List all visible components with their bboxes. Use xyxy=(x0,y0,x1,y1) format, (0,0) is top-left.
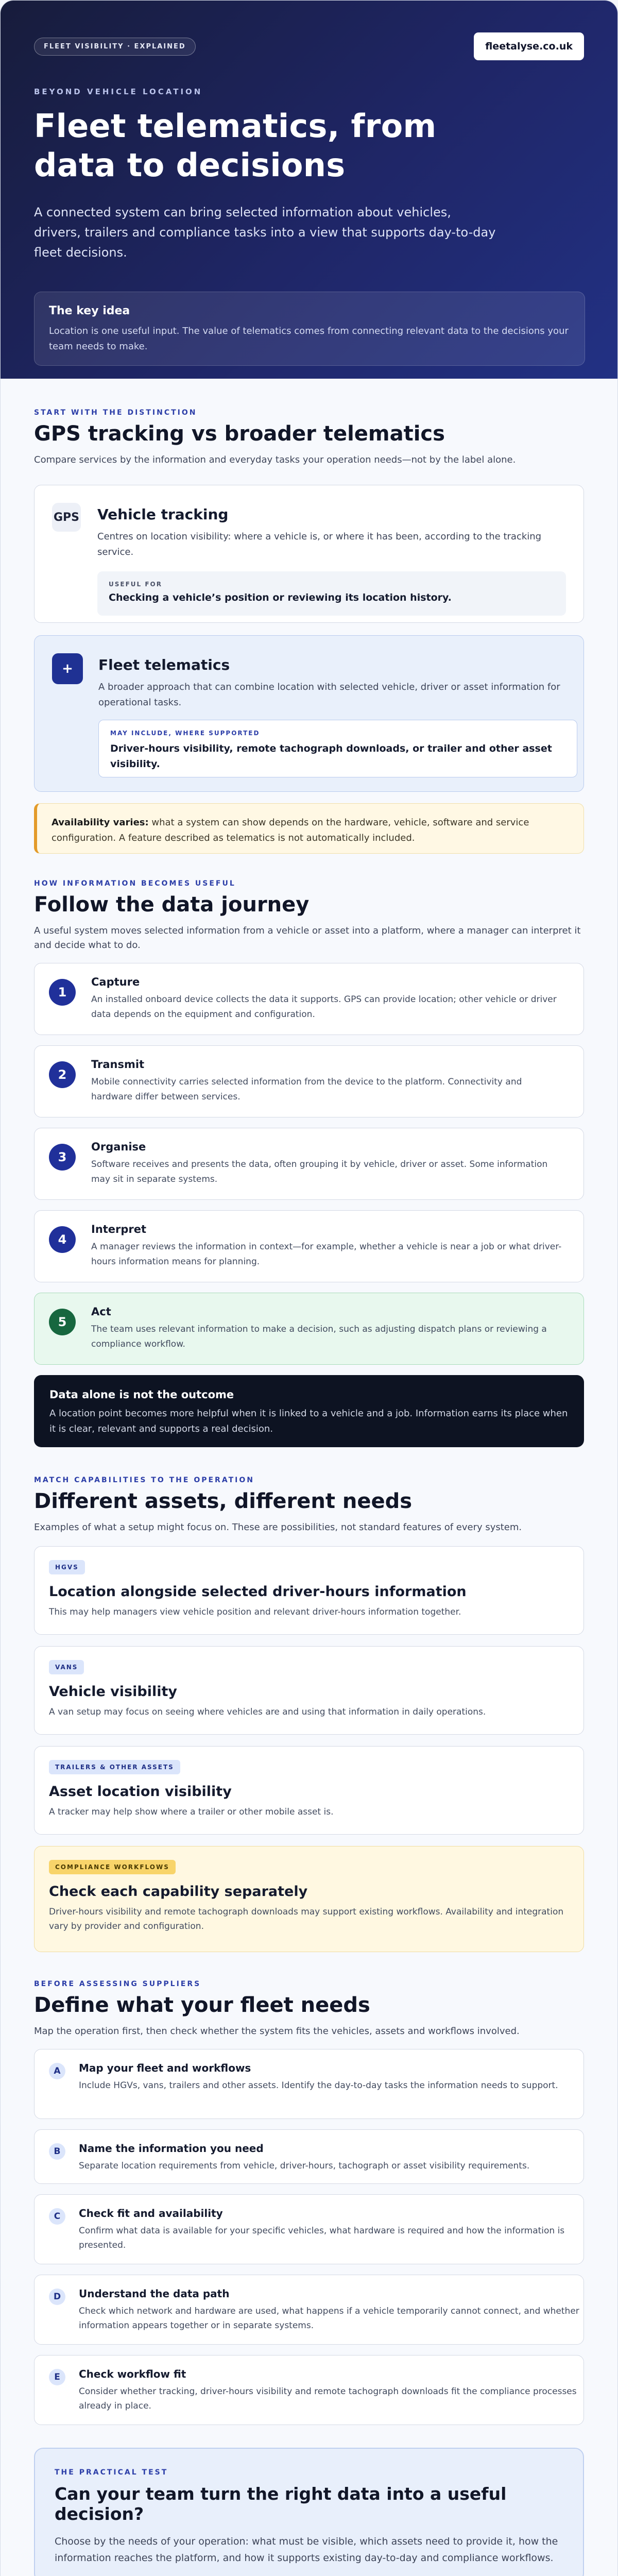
need-title: Name the information you need xyxy=(79,2142,264,2155)
hero-intro: A connected system can bring selected information about vehicles, drivers, trailers and compliance tasks into a view that supports day-to-day fleet decisions. xyxy=(34,205,496,260)
key-idea-box xyxy=(34,292,585,366)
assets-title: Different assets, different needs xyxy=(34,1489,413,1513)
step-title: Interpret xyxy=(91,1223,147,1235)
fleet-telematics-card xyxy=(34,635,584,792)
asset-tag: TRAILERS & OTHER ASSETS xyxy=(49,1760,180,1774)
distinction-lead: Compare services by the information and everyday tasks your operation needs—not by the label alone. xyxy=(34,454,516,465)
distinction-eyebrow: START WITH THE DISTINCTION xyxy=(34,409,197,417)
asset-card-vans xyxy=(34,1646,584,1735)
need-title: Understand the data path xyxy=(79,2287,230,2300)
step-number: 3 xyxy=(49,1144,76,1171)
topic-pill: FLEET VISIBILITY · EXPLAINED xyxy=(34,38,196,56)
assets-lead: Examples of what a setup might focus on. These are possibilities, not standard features of every system. xyxy=(34,1522,522,1533)
needs-section xyxy=(1,1952,617,2576)
asset-tag: COMPLIANCE WORKFLOWS xyxy=(49,1860,176,1874)
journey-step xyxy=(34,1128,584,1200)
asset-card-trailers xyxy=(34,1746,584,1835)
gps-icon: GPS xyxy=(52,503,81,532)
need-text: Consider whether tracking, driver-hours visibility and remote tachograph downloads fit the compliance processes already in place. xyxy=(79,2386,577,2411)
page-title: Fleet telematics, from data to decisions xyxy=(34,107,437,184)
may-include-value: Driver-hours visibility, remote tachograph downloads, or trailer and other asset visibility. xyxy=(110,743,552,770)
asset-tag: VANS xyxy=(49,1660,84,1674)
step-text: A manager reviews the information in context—for example, whether a vehicle is near a job or what driver-hours information means for planning. xyxy=(91,1242,562,1267)
hero-top xyxy=(34,32,584,60)
asset-tag: HGVS xyxy=(49,1560,85,1574)
data-not-outcome-box xyxy=(34,1375,584,1447)
need-letter: B xyxy=(49,2143,65,2160)
need-text: Include HGVs, vans, trailers and other assets. Identify the day-to-day tasks the information needs to support. xyxy=(79,2080,558,2091)
asset-title: Vehicle visibility xyxy=(49,1684,177,1700)
vehicle-tracking-text: Centres on location visibility: where a vehicle is, or where it has been, according to the tracking service. xyxy=(97,531,542,557)
need-item xyxy=(34,2129,584,2184)
need-title: Map your fleet and workflows xyxy=(79,2062,251,2074)
step-text: An installed onboard device collects the data it supports. GPS can provide location; other vehicle or driver data depends on the equipment and configuration. xyxy=(91,994,557,1020)
assets-section xyxy=(1,1447,617,1952)
needs-title: Define what your fleet needs xyxy=(34,1993,370,2017)
distinction-section xyxy=(1,379,617,854)
hero xyxy=(1,1,617,379)
practical-test-text: Choose by the needs of your operation: what must be visible, which assets need to provide it, how the information reaches the platform, and how it supports existing day-to-day and compliance workflows. xyxy=(55,2536,558,2564)
needs-lead: Map the operation first, then check whether the system fits the vehicles, assets and workflows involved. xyxy=(34,2026,520,2037)
asset-title: Check each capability separately xyxy=(49,1884,308,1900)
need-item xyxy=(34,2275,584,2345)
journey-step xyxy=(34,963,584,1035)
need-title: Check workflow fit xyxy=(79,2368,186,2380)
step-title: Transmit xyxy=(91,1058,145,1071)
practical-test-label: THE PRACTICAL TEST xyxy=(55,2468,168,2477)
vehicle-tracking-title: Vehicle tracking xyxy=(97,506,229,523)
vehicle-tracking-card xyxy=(34,485,584,623)
step-text: Software receives and presents the data, often grouping it by vehicle, driver or asset. Some information may sit in separate systems. xyxy=(91,1159,548,1184)
journey-step xyxy=(34,1045,584,1117)
need-item xyxy=(34,2049,584,2119)
dark-box-title: Data alone is not the outcome xyxy=(49,1388,234,1401)
distinction-title: GPS tracking vs broader telematics xyxy=(34,422,445,446)
step-title: Organise xyxy=(91,1141,146,1153)
need-letter: D xyxy=(49,2289,65,2305)
need-letter: E xyxy=(49,2369,65,2385)
asset-text: A van setup may focus on seeing where vehicles are and using that information in daily operations. xyxy=(49,1707,486,1717)
step-title: Capture xyxy=(91,976,140,988)
asset-text: This may help managers view vehicle position and relevant driver-hours information together. xyxy=(49,1607,461,1617)
may-include-label: MAY INCLUDE, WHERE SUPPORTED xyxy=(110,730,260,737)
need-text: Separate location requirements from vehicle, driver-hours, tachograph or asset visibility requirements. xyxy=(79,2161,530,2171)
may-include-box xyxy=(98,720,577,777)
step-title: Act xyxy=(91,1306,111,1318)
asset-card-hgvs xyxy=(34,1546,584,1635)
need-item xyxy=(34,2194,584,2264)
useful-for-label: USEFUL FOR xyxy=(109,581,162,588)
asset-text: A tracker may help show where a trailer or other mobile asset is. xyxy=(49,1807,334,1817)
useful-for-box xyxy=(97,571,566,616)
key-idea-text: Location is one useful input. The value of telematics comes from connecting relevant data to the decisions your team needs to make. xyxy=(49,326,569,352)
need-title: Check fit and availability xyxy=(79,2207,223,2219)
step-number: 4 xyxy=(49,1226,76,1253)
fleet-telematics-title: Fleet telematics xyxy=(98,656,230,673)
step-number: 1 xyxy=(49,979,76,1006)
journey-step-act xyxy=(34,1293,584,1365)
journey-section xyxy=(1,854,617,1447)
fleet-telematics-text: A broader approach that can combine location with selected vehicle, driver or asset information for operational tasks. xyxy=(98,682,560,708)
availability-bold: Availability varies: xyxy=(52,817,149,828)
availability-text: what a system can show depends on the hardware, vehicle, software and service configuration. A feature described as telematics is not automatically included. xyxy=(52,817,529,843)
dark-box-text: A location point becomes more helpful when it is linked to a vehicle and a job. Information earns its place when it is clear, relevant and supports a real decision. xyxy=(49,1408,568,1434)
need-letter: C xyxy=(49,2208,65,2225)
asset-text: Driver-hours visibility and remote tachograph downloads may support existing workflows. Availability and integration vary by provider and configuration. xyxy=(49,1907,564,1931)
hero-eyebrow: BEYOND VEHICLE LOCATION xyxy=(34,87,203,96)
assets-eyebrow: MATCH CAPABILITIES TO THE OPERATION xyxy=(34,1476,254,1484)
key-idea-title: The key idea xyxy=(49,304,130,317)
availability-note xyxy=(34,803,584,854)
asset-card-compliance xyxy=(34,1846,584,1952)
plus-icon: + xyxy=(52,653,83,684)
journey-eyebrow: HOW INFORMATION BECOMES USEFUL xyxy=(34,879,236,888)
journey-title: Follow the data journey xyxy=(34,893,310,917)
need-item xyxy=(34,2355,584,2425)
need-text: Confirm what data is available for your specific vehicles, what hardware is required and how the information is presented. xyxy=(79,2226,565,2250)
journey-lead: A useful system moves selected information from a vehicle or asset into a platform, where a manager can interpret it and decide what to do. xyxy=(34,925,581,951)
brand-link[interactable]: fleetalyse.co.uk xyxy=(474,32,584,60)
step-text: The team uses relevant information to make a decision, such as adjusting dispatch plans or reviewing a compliance workflow. xyxy=(91,1324,547,1349)
step-number: 5 xyxy=(49,1309,76,1335)
need-text: Check which network and hardware are used, what happens if a vehicle temporarily cannot connect, and whether information appears together or in separate systems. xyxy=(79,2306,579,2331)
step-number: 2 xyxy=(49,1061,76,1088)
practical-test-box xyxy=(34,2448,584,2576)
asset-title: Location alongside selected driver-hours information xyxy=(49,1584,467,1600)
journey-step xyxy=(34,1210,584,1282)
useful-for-value: Checking a vehicle’s position or reviewing its location history. xyxy=(109,592,452,603)
practical-test-title: Can your team turn the right data into a useful decision? xyxy=(55,2484,507,2524)
needs-eyebrow: BEFORE ASSESSING SUPPLIERS xyxy=(34,1980,201,1988)
step-text: Mobile connectivity carries selected information from the device to the platform. Connectivity and hardware differ between services. xyxy=(91,1077,522,1102)
asset-title: Asset location visibility xyxy=(49,1784,232,1800)
need-letter: A xyxy=(49,2063,65,2079)
